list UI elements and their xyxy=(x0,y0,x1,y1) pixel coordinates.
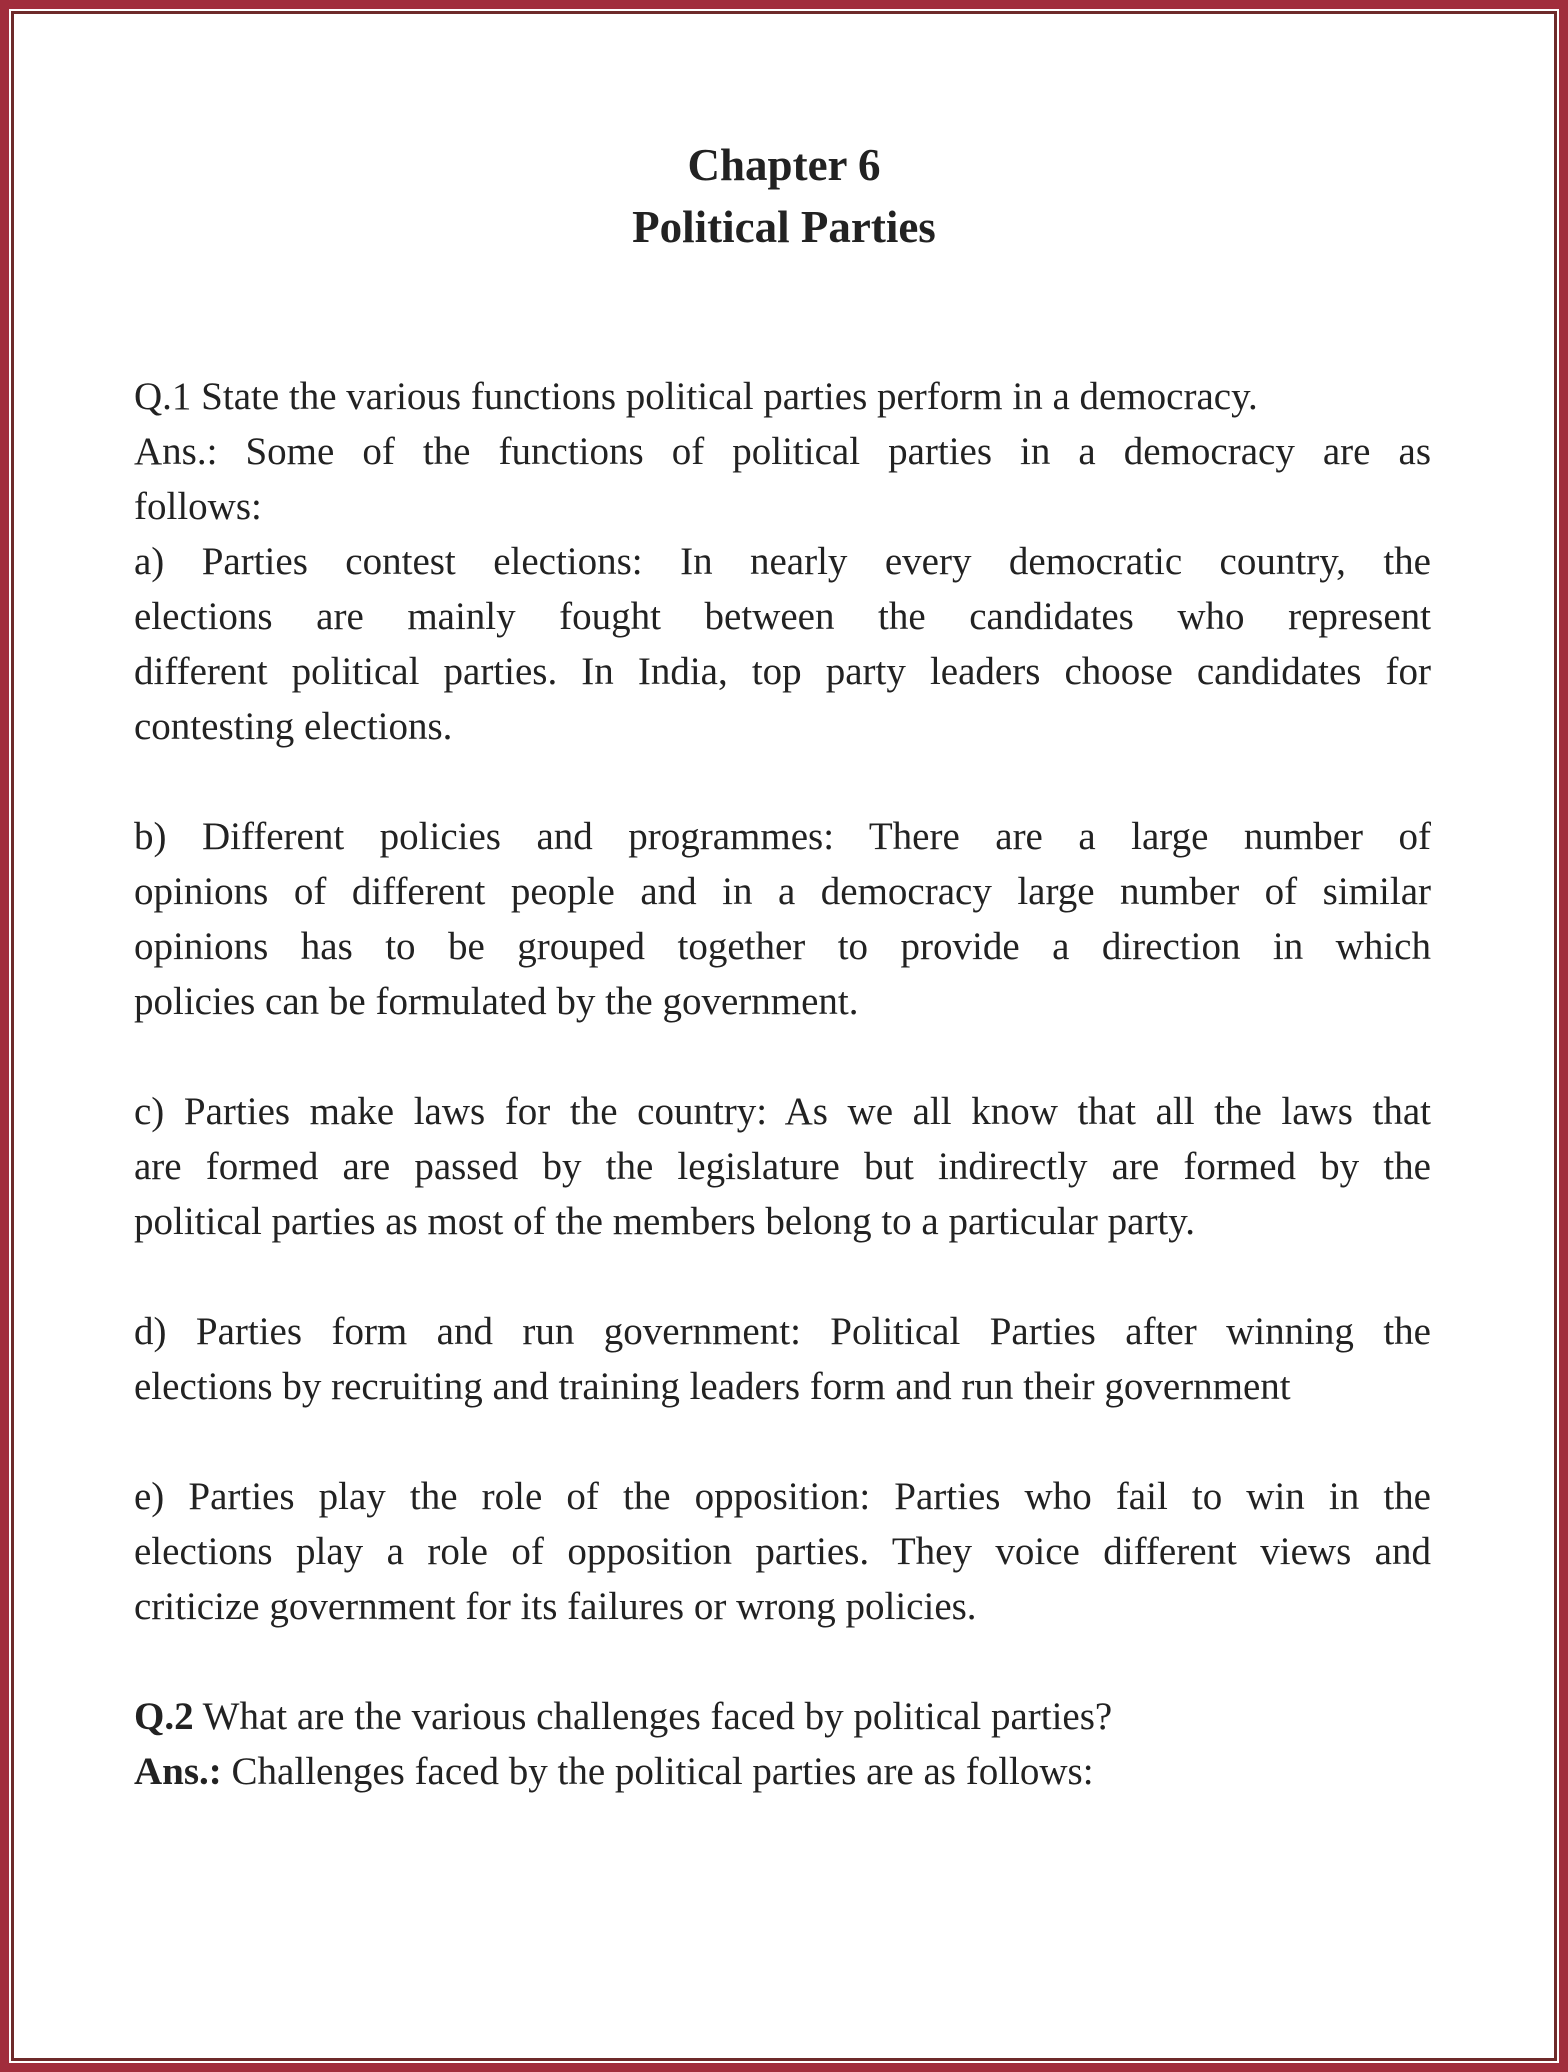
answer-2 xyxy=(134,1744,1431,1799)
question-2 xyxy=(134,1689,1431,1744)
answer-point-line: opinions of different people and in a democracy large number of similar xyxy=(134,870,1431,913)
answer-point-line: contesting elections. xyxy=(134,705,453,748)
answer-point xyxy=(134,809,1431,1029)
answer-point-line: b) Different policies and programmes: There are a large number of xyxy=(134,815,1431,858)
answer-point-line: are formed are passed by the legislature but indirectly are formed by the xyxy=(134,1145,1431,1188)
question-1: Q.1 State the various functions political parties perform in a democracy. xyxy=(134,375,1258,418)
chapter-number: Chapter 6 xyxy=(687,140,881,190)
answer-point-line: a) Parties contest elections: In nearly every democratic country, the xyxy=(134,540,1431,583)
answer-point-line: opinions has to be grouped together to provide a direction in which xyxy=(134,925,1431,968)
answer-point-line: elections by recruiting and training leaders form and run their government xyxy=(134,1365,1291,1408)
answer-point xyxy=(134,1469,1431,1634)
answer-point-line: policies can be formulated by the government. xyxy=(134,980,859,1023)
answer-point-line: different political parties. In India, top party leaders choose candidates for xyxy=(134,650,1431,693)
chapter-heading xyxy=(0,134,1568,258)
answer-2-text: Challenges faced by the political parties are as follows: xyxy=(221,1750,1094,1793)
chapter-title: Political Parties xyxy=(632,202,936,252)
answer-1-line: Ans.: Some of the functions of political parties in a democracy are as xyxy=(134,430,1431,473)
answer-point xyxy=(134,1084,1431,1249)
document-body xyxy=(134,369,1431,1799)
answer-point-line: elections play a role of opposition parties. They voice different views and xyxy=(134,1530,1431,1573)
answer-point-line: criticize government for its failures or wrong policies. xyxy=(134,1585,977,1628)
answer-point-line: political parties as most of the members belong to a particular party. xyxy=(134,1200,1195,1243)
answer-point xyxy=(134,1304,1431,1414)
answer-point xyxy=(134,534,1431,754)
answer-2-label: Ans.: xyxy=(134,1750,222,1793)
answer-point-line: d) Parties form and run government: Political Parties after winning the xyxy=(134,1310,1431,1353)
answer-point-line: elections are mainly fought between the candidates who represent xyxy=(134,595,1431,638)
answer-point-line: c) Parties make laws for the country: As we all know that all the laws that xyxy=(134,1090,1431,1133)
answer-1-line: follows: xyxy=(134,485,262,528)
answer-point-line: e) Parties play the role of the opposition: Parties who fail to win in the xyxy=(134,1475,1431,1518)
question-2-label: Q.2 xyxy=(134,1695,194,1738)
question-2-text: What are the various challenges faced by political parties? xyxy=(193,1695,1113,1738)
answer-points xyxy=(134,534,1431,1634)
